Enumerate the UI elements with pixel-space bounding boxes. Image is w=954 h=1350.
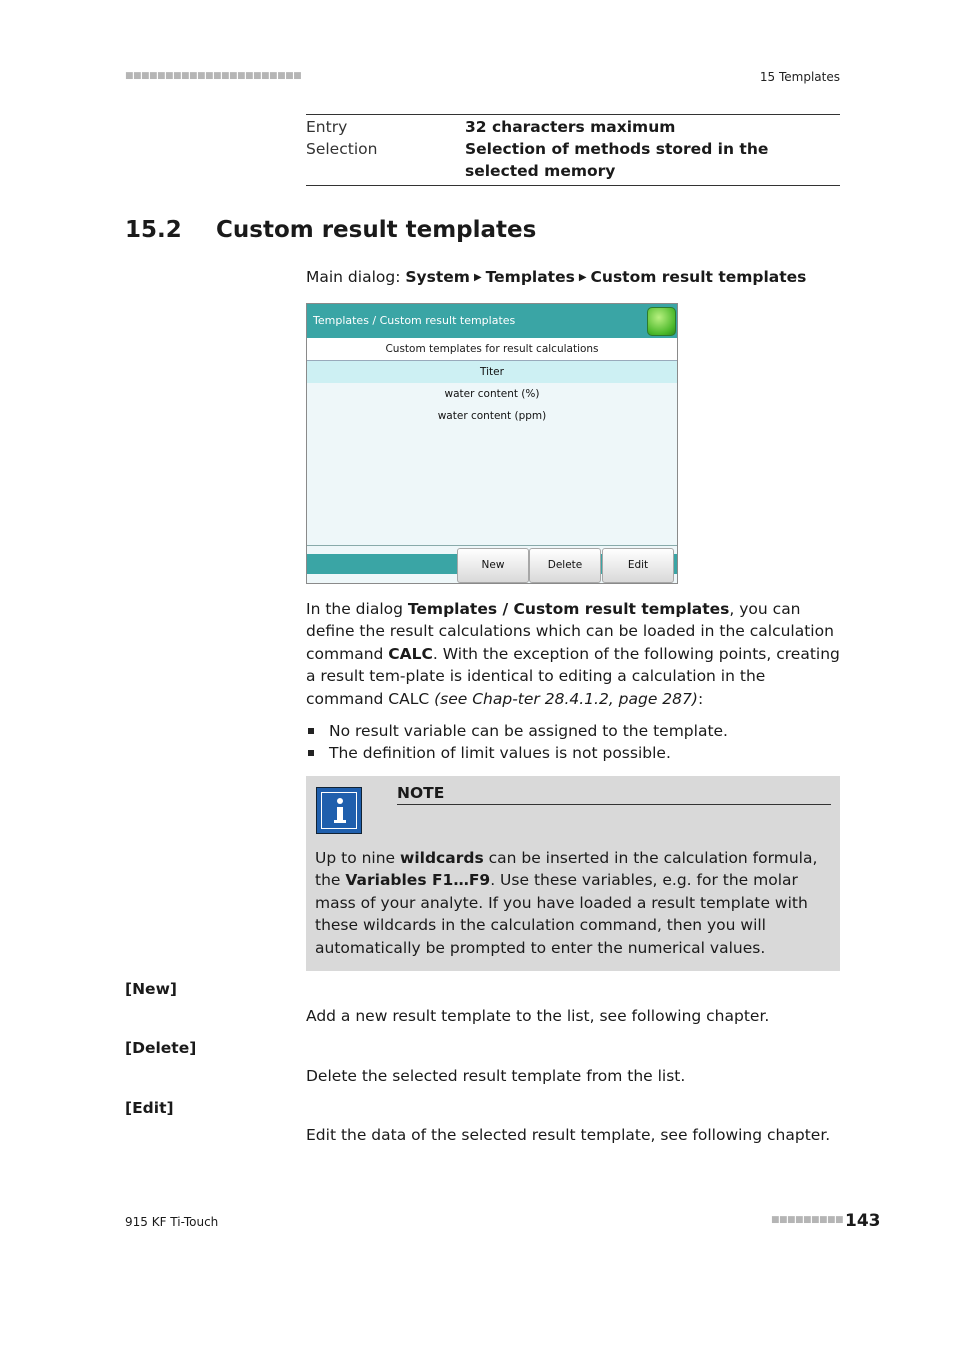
nav-prefix: Main dialog: — [306, 268, 406, 286]
nav-item: Custom result templates — [590, 268, 807, 286]
text: In the dialog — [306, 600, 408, 618]
param-row-entry — [306, 116, 840, 138]
triangle-right-icon: ▶ — [578, 272, 587, 283]
navigation-path — [306, 268, 806, 286]
section-title: Custom result templates — [216, 217, 537, 243]
desc-delete: Delete the selected result template from the list. — [306, 1067, 686, 1085]
bullet-text: No result variable can be assigned to the template. — [329, 722, 728, 740]
text: . With the exception of the following points, creating a result tem-plate is identical to editing a calculation in the command CALC — [306, 644, 840, 708]
bold-text: CALC — [388, 644, 433, 663]
param-key: Entry — [306, 118, 348, 136]
nav-item: Templates — [485, 268, 575, 286]
param-row-selection — [306, 138, 840, 182]
screen-title-bar — [307, 304, 677, 338]
bullet-list — [306, 720, 840, 765]
desc-new: Add a new result template to the list, see following chapter. — [306, 1007, 770, 1025]
screen-title: Templates / Custom result templates — [313, 314, 516, 327]
bullet-text: The definition of limit values is not possible. — [329, 744, 671, 763]
list-item[interactable]: Titer — [307, 361, 677, 383]
bullet-icon — [306, 742, 329, 764]
template-list — [307, 361, 677, 427]
term-delete: [Delete] — [125, 1039, 197, 1057]
edit-button[interactable]: Edit — [602, 548, 674, 583]
list-header: Custom templates for result calculations — [307, 338, 677, 361]
text: can be inserted in the calculation formula, the — [315, 849, 818, 890]
delete-button[interactable]: Delete — [529, 548, 601, 583]
cross-reference: (see Chap-ter 28.4.1.2, page 287) — [434, 689, 698, 708]
device-screenshot — [306, 303, 678, 584]
section-number: 15.2 — [125, 217, 182, 243]
note-label: NOTE — [397, 784, 831, 805]
note-box — [306, 776, 840, 971]
param-key: Selection — [306, 140, 378, 158]
text: , you can define the result calculations which can be loaded in the calculation command — [306, 600, 834, 663]
param-value: 32 characters maximum — [465, 118, 676, 136]
bold-text: Templates / Custom result templates — [407, 600, 730, 618]
chapter-header: 15 Templates — [759, 70, 840, 84]
text: Up to nine — [315, 849, 401, 867]
bold-text: wildcards — [400, 849, 484, 867]
footer-decoration: ■■■■■■■■■ — [771, 1215, 844, 1225]
new-button[interactable]: New — [457, 548, 529, 583]
bold-text: Variables F1…F9 — [345, 871, 491, 890]
text: . Use these variables, e.g. for the molar mass of your analyte. If you have loaded a result template with these wildcards in the calculation command, then you will automatically be prompted to enter the numerical values. — [315, 871, 808, 957]
nav-item: System — [405, 268, 470, 286]
list-item — [306, 742, 840, 764]
param-value: Selection of methods stored in the selected memory — [465, 140, 769, 180]
bullet-icon — [306, 720, 329, 742]
note-text — [315, 847, 833, 959]
list-item[interactable]: water content (%) — [444, 388, 540, 400]
parameter-table — [306, 114, 840, 186]
triangle-right-icon: ▶ — [473, 272, 482, 283]
term-new: [New] — [125, 980, 177, 998]
divider — [307, 545, 677, 546]
list-item — [306, 720, 840, 742]
intro-paragraph — [306, 598, 840, 710]
footer-product: 915 KF Ti-Touch — [125, 1215, 219, 1229]
text: : — [697, 689, 704, 708]
status-led-icon[interactable] — [647, 307, 676, 336]
term-edit: [Edit] — [125, 1099, 174, 1117]
header-decoration: ■■■■■■■■■■■■■■■■■■■■■■ — [125, 71, 302, 81]
list-item[interactable]: water content (ppm) — [437, 410, 547, 422]
desc-edit: Edit the data of the selected result template, see following chapter. — [306, 1126, 831, 1144]
info-icon — [316, 787, 362, 834]
page-number: 143 — [845, 1211, 881, 1231]
